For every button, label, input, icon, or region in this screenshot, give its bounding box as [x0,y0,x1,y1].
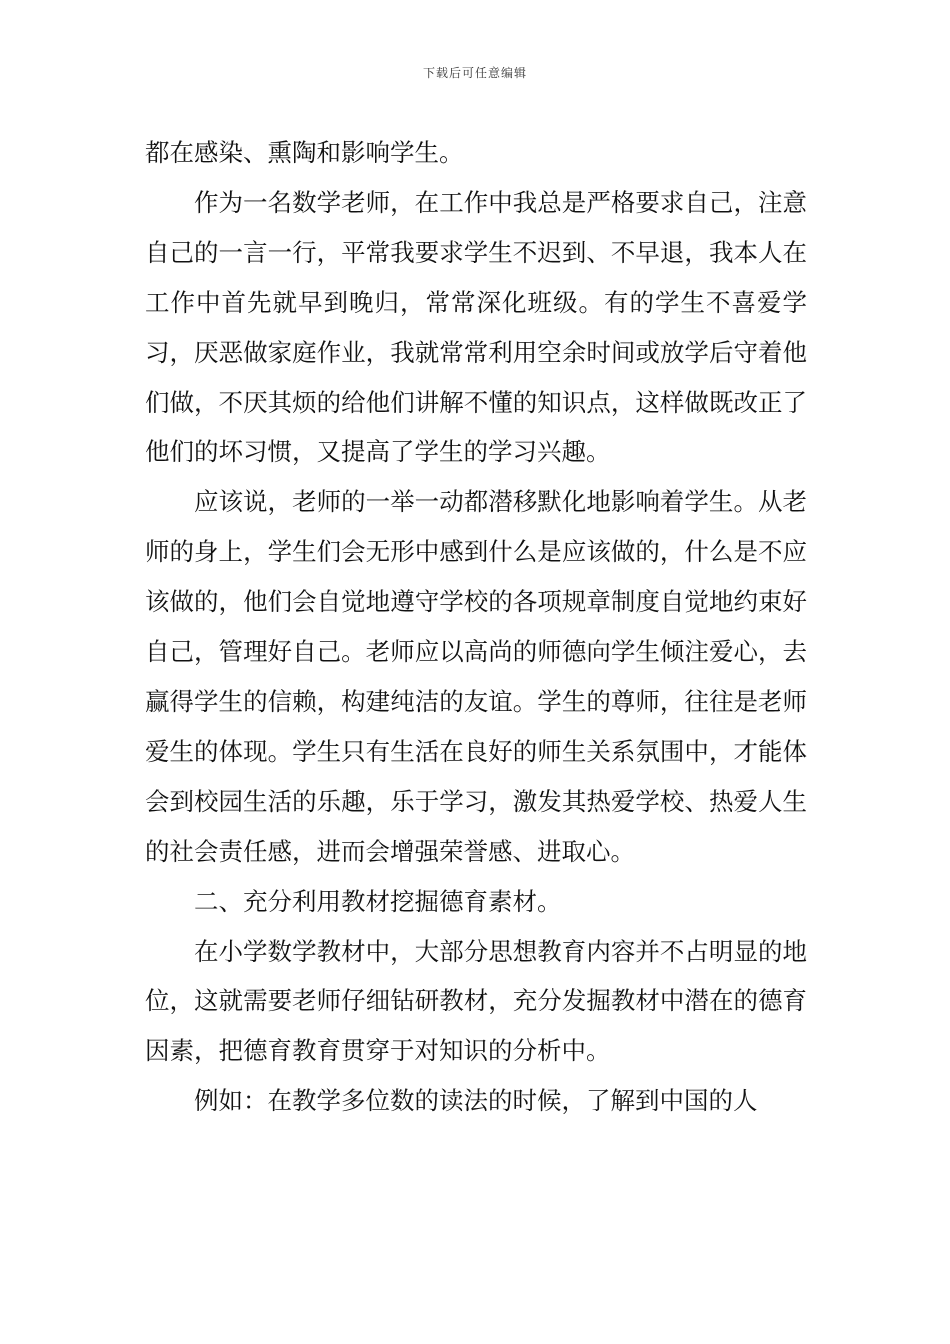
paragraph-1: 都在感染、熏陶和影响学生。 [145,138,464,167]
paragraph-4: 在小学数学教材中，大部分思想教育内容并不占明显的地位，这就需要老师仔细钻研教材，充分发掘教材中潜在的德育因素，把德育教育贯穿于对知识的分析中。 [145,936,807,1066]
section-heading: 二、充分利用教材挖掘德育素材。 [194,886,562,916]
document-body [145,128,807,1126]
paragraph-3: 应该说，老师的一举一动都潜移默化地影响着学生。从老师的身上，学生们会无形中感到什么是应该做的，什么是不应该做的，他们会自觉地遵守学校的各项规章制度自觉地约束好自己，管理好自己。老师应以高尚的师德向学生倾注爱心，去赢得学生的信赖，构建纯洁的友谊。学生的尊师，往往是老师爱生的体现。学生只有生活在良好的师生关系氛围中，才能体会到校园生活的乐趣，乐于学习，激发其热爱学校、热爱人生的社会责任感，进而会增强荣誉感、进取心。 [145,487,807,866]
paragraph-5: 例如：在教学多位数的读法的时候，了解到中国的人 [194,1086,758,1116]
paragraph-2: 作为一名数学老师，在工作中我总是严格要求自己，注意自己的一言一行，平常我要求学生不迟到、不早退，我本人在工作中首先就早到晚归，常常深化班级。有的学生不喜爱学习，厌恶做家庭作业，我就常常利用空余时间或放学后守着他们做，不厌其烦的给他们讲解不懂的知识点，这样做既改正了他们的坏习惯，又提高了学生的学习兴趣。 [145,187,807,467]
page-header: 下载后可任意编辑 [422,66,527,80]
